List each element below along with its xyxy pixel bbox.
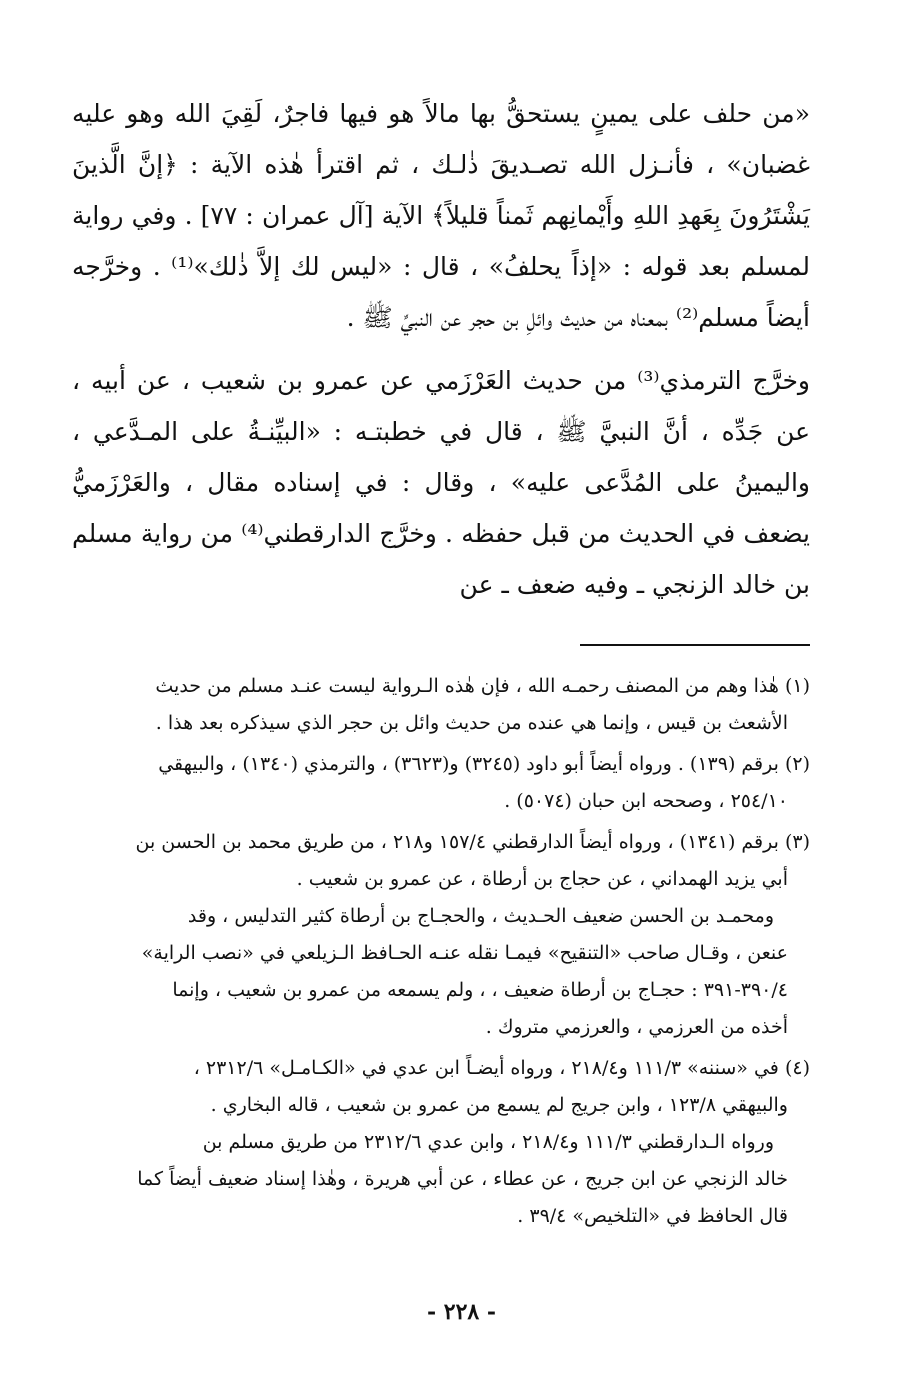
footnote-text: أخذه من العرزمي ، والعرزمي متروك . — [485, 1016, 788, 1038]
footnote-text: والبيهقي ١٢٣/٨ ، وابن جريج لم يسمع من عمرو بن شعيب ، قاله البخاري . — [210, 1094, 788, 1116]
paragraph-1-line: وأَيْمانِهم ثَمناً قليلاً﴾ الآية [آل عمران : ٧٧] . وفي رواية لمسلم بعد قوله : «إذاً — [72, 201, 810, 281]
book-page — [72, 88, 810, 1348]
footnote-text: في «سننه» ١١١/٣ و٢١٨/٤ ، ورواه أيضـاً ابن عدي في «الكـامـل» ٢٣١٢/٦ ، — [193, 1057, 779, 1079]
footnote-text: الأشعث بن قيس ، وإنما هي عنده من حديث وائل بن حجر الذي سيذكره بعد هذا . — [155, 712, 788, 734]
paragraph-1-line: «من حلف على يمينٍ يستحقُّ بها مالاً هو فيها فاجرٌ، لَقِيَ الله وهو عليه غضبان» ، — [72, 99, 810, 179]
paragraph-1-line: يحلفُ» ، قال : «ليس لك إلاَّ ذٰلك»⁽¹⁾ . وخرَّجه أيضاً مسلم⁽²⁾ بمعناه من حديث — [72, 252, 810, 332]
main-text — [72, 88, 810, 610]
paragraph-1-line: فأنـزل الله تصـديقَ ذٰلـك ، ثم اقترأ هٰذه الآية : ﴿إنَّ الَّذينَ يَشْتَرُونَ بِعَهدِ اللهِ — [72, 150, 810, 230]
footnote-text: برقم (١٣٩) . ورواه أيضاً أبو داود (٣٢٤٥) و(٣٦٢٣) ، والترمذي (١٣٤٠) ، والبيهقي — [158, 753, 779, 775]
paragraph-2-line: جَدِّه ، أنَّ النبيَّ ﷺ ، قال في خطبتـه : «البيِّنـةُ على المـدَّعي ، واليمينُ على — [72, 417, 811, 497]
footnote-4 — [72, 1050, 810, 1235]
footnote-text: ومحمـد بن الحسن ضعيف الحـديث ، والحجـاج بن أرطاة كثير التدليس ، وقد — [187, 905, 774, 927]
paragraph-1 — [72, 88, 810, 343]
footnote-1 — [72, 668, 810, 742]
footnote-text: ورواه الـدارقطني ١١١/٣ و٢١٨/٤ ، وابن عدي ٢٣١٢/٦ من طريق مسلم بن — [202, 1131, 774, 1153]
footnote-text: خالد الزنجي عن ابن جريج ، عن عطاء ، عن أبي هريرة ، وهٰذا إسناد ضعيف أيضاً كما — [137, 1168, 788, 1190]
footnote-number: (٤) — [784, 1057, 810, 1079]
paragraph-2 — [72, 355, 810, 610]
paragraph-1-line: وائلِ بن حجر عن النبيِّ ﷺ . — [346, 303, 553, 332]
footnote-text: أبي يزيد الهمداني ، عن حجاج بن أرطاة ، عن عمرو بن شعيب . — [296, 868, 788, 890]
footnote-text: ٢٥٤/١٠ ، وصححه ابن حبان (٥٠٧٤) . — [504, 790, 788, 812]
footnote-number: (١) — [784, 675, 810, 697]
footnote-text: عنعن ، وقـال صاحب «التنقيح» فيمـا نقله عنـه الحـافظ الـزيلعي في «نصب الراية» — [141, 942, 788, 964]
footnote-text: قال الحافظ في «التلخيص» ٣٩/٤ . — [517, 1205, 788, 1227]
footnote-3 — [72, 824, 810, 1046]
paragraph-2-line: وخرَّج الترمذي⁽³⁾ من حديث العَرْزَمي عن عمرو بن شعيب ، عن أبيه ، عن — [72, 366, 811, 446]
footnotes — [72, 668, 810, 1235]
page-number: - ٢٢٨ - — [426, 1299, 497, 1325]
footnote-number: (٣) — [784, 831, 810, 853]
footnote-text: ٣٩٠/٤-٣٩١ : حجـاج بن أرطاة ضعيف ، ، ولم يسمعه من عمرو بن شعيب ، وإنما — [172, 979, 788, 1001]
footnote-2 — [72, 746, 810, 820]
footnote-number: (٢) — [784, 753, 810, 775]
footnote-text: برقم (١٣٤١) ، ورواه أيضاً الدارقطني ١٥٧/٤ و٢١٨ ، من طريق محمد بن الحسن بن — [135, 831, 779, 853]
footnote-text: هٰذا وهم من المصنف رحمـه الله ، فإن هٰذه الـرواية ليست عنـد مسلم من حديث — [155, 675, 779, 697]
paragraph-2-line: المُدَّعى عليه» ، وقال : في إسناده مقال ، والعَرْزَميُّ يضعف في الحديث من قبل — [72, 468, 810, 548]
paragraph-2-line: حفظه . وخرَّج الدارقطني⁽⁴⁾ من رواية مسلم بن خالد الزنجي ـ وفيه ضعف ـ عن — [72, 519, 810, 599]
footnote-separator — [580, 644, 810, 646]
